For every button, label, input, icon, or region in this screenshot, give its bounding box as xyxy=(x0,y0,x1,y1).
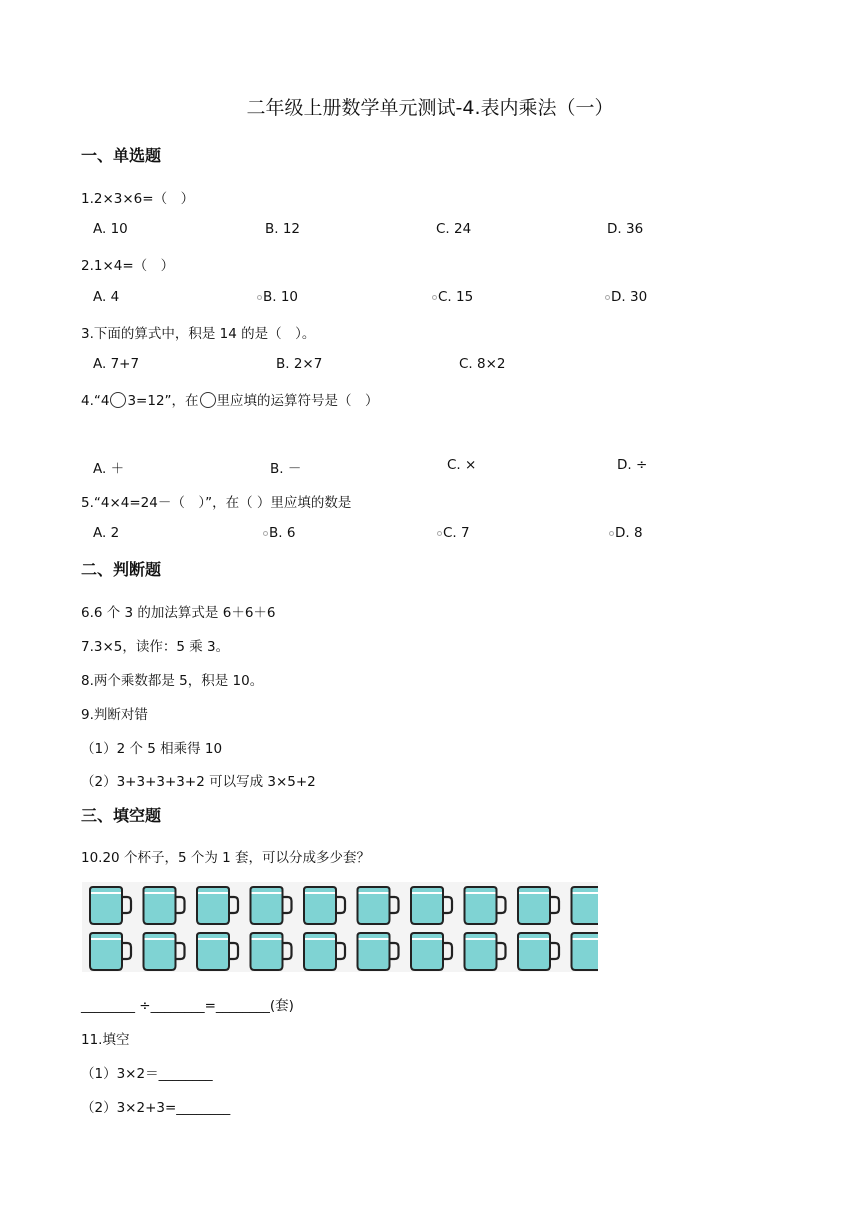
q2-option-d: D. 30 xyxy=(611,289,648,305)
q4-option-a: A. ＋ xyxy=(93,461,125,477)
q4-stem-part-2: 3=12”，在 xyxy=(127,393,199,409)
q4-option-c: C. × xyxy=(447,457,477,473)
q4-stem-part-1: 4.“4 xyxy=(81,393,110,409)
question-11-part-1: （1）3×2＝________ xyxy=(81,1066,213,1082)
q2-option-c: C. 15 xyxy=(438,289,474,305)
circle-blank-icon xyxy=(200,392,216,408)
q5-option-b: B. 6 xyxy=(269,525,296,541)
question-6: 6.6 个 3 的加法算式是 6＋6＋6 xyxy=(81,605,276,621)
cup-icon xyxy=(518,887,559,924)
circle-blank-icon xyxy=(110,392,126,408)
question-8: 8.两个乘数都是 5，积是 10。 xyxy=(81,673,264,689)
q2-option-b: B. 10 xyxy=(263,289,299,305)
bullet-dot-icon xyxy=(257,295,262,300)
cup-icon xyxy=(465,933,506,970)
cup-icon xyxy=(251,887,292,924)
cup-icon xyxy=(197,887,238,924)
q2-option-d-wrap xyxy=(605,289,647,305)
q3-option-c: C. 8×2 xyxy=(459,356,506,372)
q1-option-d: D. 36 xyxy=(607,221,644,237)
question-11: 11.填空 xyxy=(81,1032,130,1048)
section-heading-choice: 一、单选题 xyxy=(81,146,162,165)
cups-image xyxy=(82,882,598,972)
cup-icon xyxy=(90,933,131,970)
question-10: 10.20 个杯子，5 个为 1 套，可以分成多少套？ xyxy=(81,850,370,866)
q5-option-c: C. 7 xyxy=(443,525,470,541)
question-4 xyxy=(81,389,379,409)
q5-option-d: D. 8 xyxy=(615,525,643,541)
question-7: 7.3×5，读作：5 乘 3。 xyxy=(81,639,230,655)
bullet-dot-icon xyxy=(263,531,268,536)
cup-icon xyxy=(411,887,452,924)
question-9-part-2: （2）3+3+3+3+2 可以写成 3×5+2 xyxy=(81,774,316,790)
q1-option-c: C. 24 xyxy=(436,221,472,237)
cup-icon xyxy=(358,887,399,924)
question-9-part-1: （1）2 个 5 相乘得 10 xyxy=(81,741,223,757)
cup-icon xyxy=(304,887,345,924)
question-5: 5.“4×4=24－（ ）”，在（ ）里应填的数是 xyxy=(81,495,352,511)
question-3: 3.下面的算式中，积是 14 的是（ ）。 xyxy=(81,326,316,342)
q5-option-c-wrap xyxy=(437,525,470,541)
section-heading-judge: 二、判断题 xyxy=(81,560,162,579)
q1-option-a: A. 10 xyxy=(93,221,128,237)
cup-icon xyxy=(144,887,185,924)
cup-icon xyxy=(518,933,559,970)
cup-icon xyxy=(572,933,599,970)
q2-option-b-wrap xyxy=(257,289,298,305)
q4-option-d: D. ÷ xyxy=(617,457,648,473)
cup-icon xyxy=(144,933,185,970)
q2-option-a: A. 4 xyxy=(93,289,120,305)
page-title: 二年级上册数学单元测试-4.表内乘法（一） xyxy=(246,97,614,119)
cup-icon xyxy=(465,887,506,924)
cup-icon xyxy=(411,933,452,970)
question-1: 1.2×3×6=（ ） xyxy=(81,191,195,207)
q5-option-b-wrap xyxy=(263,525,295,541)
q3-option-b: B. 2×7 xyxy=(276,356,323,372)
question-10-answer-blanks: ________ ÷________=________(套) xyxy=(81,998,294,1014)
question-11-part-2: （2）3×2+3=________ xyxy=(81,1100,231,1116)
cup-icon xyxy=(90,887,131,924)
q4-stem-part-3: 里应填的运算符号是（ ） xyxy=(216,393,379,409)
q4-option-b: B. － xyxy=(270,461,302,477)
cups-illustration xyxy=(82,882,598,972)
section-heading-fill: 三、填空题 xyxy=(81,806,162,825)
cup-icon xyxy=(358,933,399,970)
q3-option-a: A. 7+7 xyxy=(93,356,140,372)
bullet-dot-icon xyxy=(609,531,614,536)
question-2: 2.1×4=（ ） xyxy=(81,258,175,274)
cup-icon xyxy=(572,887,599,924)
cup-icon xyxy=(197,933,238,970)
cup-icon xyxy=(304,933,345,970)
q5-option-a: A. 2 xyxy=(93,525,120,541)
q1-option-b: B. 12 xyxy=(265,221,301,237)
bullet-dot-icon xyxy=(437,531,442,536)
bullet-dot-icon xyxy=(432,295,437,300)
cup-icon xyxy=(251,933,292,970)
q2-option-c-wrap xyxy=(432,289,473,305)
q5-option-d-wrap xyxy=(609,525,643,541)
bullet-dot-icon xyxy=(605,295,610,300)
question-9: 9.判断对错 xyxy=(81,707,148,723)
